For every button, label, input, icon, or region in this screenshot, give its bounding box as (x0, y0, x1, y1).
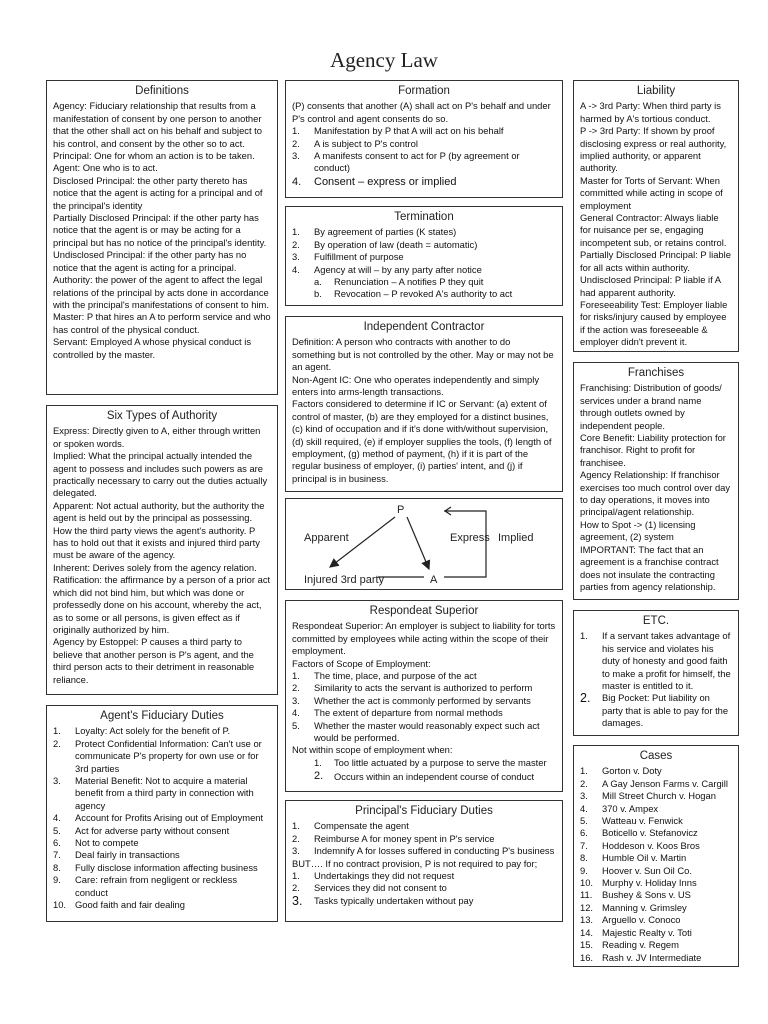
liability-paragraph: General Contractor: Always liable for nuisance per se, engaging incompetent sub, or retains control. (580, 212, 727, 248)
franchises-heading: Franchises (627, 367, 685, 379)
diagram-label-apparent: Apparent (304, 532, 349, 544)
contractor-paragraph: Factors considered to determine if IC or Servant: (a) extent of control of master, (b) are they employed for a distinct busines, (c) kind of occupation and if it's done with/without supervision, (d) skill required, (e) if employer supplies the tools, (f) length of employment, (g) method of payment, (h) if it is part of the regular business of employer, (i) parties' intent, and (j) if principal is in business. (292, 398, 552, 484)
case-item: 16. Rash v. JV Intermediate (580, 951, 702, 963)
list-item: 3. Fulfillment of purpose (292, 251, 404, 263)
implied-arrow (444, 511, 486, 577)
authority-paragraph: Agency by Estoppel: P causes a third party to believe that another person is P's agent, and the third person acts to their detriment in reasonable reliance. (53, 636, 255, 685)
principal-duties-list-2 (292, 870, 556, 907)
authority-paragraph: Ratification: the affirmance by a person of a prior act which did not bind him, but which was done or professedly done on his account, whereby the act, as to some or all persons, is given effect as if originally authorized by him. (53, 574, 271, 635)
franchises-paragraph: Core Benefit: Liability protection for franchisor. Right to profit for franchisee. (580, 432, 726, 468)
case-item: 4. 370 v. Ampex (580, 802, 659, 814)
list-item: 5. Whether the master would reasonably expect such act would be performed. (292, 719, 540, 744)
definition-paragraph: Disclosed Principal: the other party thereto has notice that the agent is acting for a principal and of the principal's identity (53, 174, 263, 211)
cases-list (580, 765, 732, 964)
list-item: 4. Consent – express or implied (292, 175, 457, 188)
contractor-paragraph: Definition: A person who contracts with another to do something but is not controlled by the other. May or may not be an agent. (292, 336, 554, 373)
contractor-heading: Independent Contractor (363, 321, 485, 333)
agent-duties-list (53, 725, 271, 911)
case-item: 7. Hoddeson v. Koos Bros (580, 839, 700, 851)
agent-duties-box (46, 705, 278, 922)
agent-duties-heading: Agent's Fiduciary Duties (100, 710, 224, 722)
list-item: 8. Fully disclose information affecting business (53, 861, 258, 873)
case-item: 15. Reading v. Regem (580, 939, 679, 951)
authority-paragraph: Inherent: Derives solely from the agency relation. (53, 561, 257, 573)
list-item: 1. Manifestation by P that A will act on his behalf (292, 125, 504, 137)
etc-box (573, 610, 739, 736)
liability-heading: Liability (636, 85, 676, 97)
authority-box (46, 405, 278, 695)
list-item: 2. A is subject to P's control (292, 137, 418, 149)
case-item: 3. Mill Street Church v. Hogan (580, 790, 716, 802)
definition-paragraph: Master: P that hires an A to perform service and who has control of the physical conduct. (53, 311, 271, 335)
definition-paragraph: Authority: the power of the agent to affect the legal relations of the principal by acts done in accordance with the principal's manifestations of consent to him. (53, 274, 269, 310)
list-item: 10. Good faith and fair dealing (53, 899, 185, 911)
list-item: 4. Agency at will – by any party after notice (292, 263, 482, 275)
formation-heading: Formation (398, 85, 450, 97)
list-item: 2. Services they did not consent to (292, 882, 447, 894)
liability-paragraph: Master for Torts of Servant: When committed while acting in scope of employment (580, 174, 723, 211)
list-item: 1. Too little actuated by a purpose to serve the master (314, 756, 547, 768)
case-item: 11. Bushey & Sons v. US (580, 889, 691, 901)
liability-paragraph: Undisclosed Principal: P liable if A had apparent authority. (580, 274, 721, 298)
authority-diagram (286, 499, 562, 589)
franchises-paragraph: IMPORTANT: The fact that an agreement is a franchise contract does not insulate the contracting parties from agency relationship. (580, 543, 719, 592)
definition-paragraph: Agency: Fiduciary relationship that results from a manifestation of consent by one person to another that the other shall act on his behalf and subject to his control, and consent by the other so to act. (53, 100, 262, 149)
principal-duties-box (285, 800, 563, 922)
page-title: Agency Law (330, 48, 438, 72)
case-item: 2. A Gay Jenson Farms v. Cargill (580, 777, 728, 789)
definition-paragraph: Principal: One for whom an action is to be taken. (53, 150, 255, 162)
liability-paragraph: A -> 3rd Party: When third party is harmed by A's tortious conduct. (580, 100, 721, 124)
respondeat-box (285, 600, 563, 792)
list-item: 2. Reimburse A for money spent in P's service (292, 832, 495, 844)
diagram-label-third-party: Injured 3rd party (304, 574, 385, 586)
authority-heading: Six Types of Authority (106, 410, 218, 422)
case-item: 6. Boticello v. Stefanovicz (580, 827, 698, 839)
case-item: 8. Humble Oil v. Martin (580, 852, 687, 864)
definition-paragraph: Undisclosed Principal: if the other party has no notice that the agent is acting for a principal. (53, 249, 247, 273)
diagram-label-express: Express (450, 532, 490, 544)
case-item: 10. Murphy v. Holiday Inns (580, 877, 697, 889)
list-item: 4. Account for Profits Arising out of Employment (53, 812, 264, 824)
respondeat-paragraph: Respondeat Superior: An employer is subject to liability for torts committed by employees while acting within the scope of their employment. (292, 620, 556, 657)
authority-paragraph: Implied: What the principal actually intended the agent to possess and includes such powers as are practically necessary to carry out the duties actually delegated. (53, 450, 268, 499)
not-within-scope: Not within scope of employment when: (292, 744, 453, 756)
respondeat-paragraph: Factors of Scope of Employment: (292, 657, 431, 669)
authority-diagram-box (285, 498, 563, 590)
principal-duties-list (292, 820, 556, 857)
etc-heading: ETC. (642, 615, 670, 627)
termination-sublist (314, 276, 556, 301)
etc-list (580, 630, 732, 729)
cases-heading: Cases (639, 750, 673, 762)
not-within-list (314, 757, 556, 784)
list-item: 2. Protect Confidential Information: Can't use or communicate P's property for own use or for 3rd parties (53, 737, 262, 774)
contractor-paragraph: Non-Agent IC: One who operates independently and simply enters into arms-length transactions. (292, 373, 540, 398)
list-item: a. Renunciation – A notifies P they quit (314, 276, 484, 288)
list-item: 7. Deal fairly in transactions (53, 849, 180, 861)
list-item: 2. By operation of law (death = automatic) (292, 238, 478, 250)
list-item: 1. Loyalty: Act solely for the benefit of P. (53, 725, 231, 737)
formation-box (285, 80, 563, 198)
list-item: 9. Care: refrain from negligent or reckless conduct (53, 874, 238, 898)
liability-paragraph: Partially Disclosed Principal: P liable for all acts within authority. (580, 249, 731, 273)
list-item: 3. Indemnify A for losses suffered in conducting P's business (292, 845, 555, 857)
definition-paragraph: Partially Disclosed Principal: if the other party has notice that the agent is or may be acting for a principal but has no notice of the principal's identity. (53, 212, 267, 248)
list-item: 3. Tasks typically undertaken without pay (292, 893, 474, 908)
principal-duties-but: BUT…. If no contract provision, P is not required to pay for; (292, 857, 538, 869)
case-item: 1. Gorton v. Doty (580, 765, 662, 777)
list-item: 1. If a servant takes advantage of his service and violates his duty of honesty and good faith to make a profit for himself, the master is entitled to it. (580, 630, 731, 692)
list-item: 3. Material Benefit: Not to acquire a material benefit from a third party in connection with agency (53, 775, 254, 811)
diagram-label-a: A (430, 574, 438, 586)
list-item: b. Revocation – P revoked A's authority to act (314, 288, 513, 300)
list-item: 1. By agreement of parties (K states) (292, 226, 457, 238)
list-item: 1. Undertakings they did not request (292, 870, 455, 882)
list-item: 5. Act for adverse party without consent (53, 824, 230, 836)
diagram-label-implied: Implied (498, 532, 534, 544)
diagram-label-p: P (397, 504, 405, 516)
case-item: 13. Arguello v. Conoco (580, 914, 681, 926)
liability-paragraph: P -> 3rd Party: If shown by proof disclosing express or real authority, implied authority, or apparent authority. (580, 125, 727, 174)
definition-paragraph: Servant: Employed A whose physical conduct is controlled by the master. (53, 336, 252, 360)
list-item: 1. Compensate the agent (292, 820, 409, 832)
express-arrow (407, 517, 429, 569)
termination-list (292, 226, 556, 276)
list-item: 1. The time, place, and purpose of the act (292, 670, 477, 682)
list-item: 2. Big Pocket: Put liability on party that is able to pay for the damages. (580, 691, 729, 729)
definitions-box (46, 80, 278, 395)
respondeat-list (292, 670, 556, 744)
list-item: 3. A manifests consent to act for P (by agreement or conduct) (292, 150, 520, 174)
list-item: 2. Similarity to acts the servant is authorized to perform (292, 682, 533, 694)
respondeat-heading: Respondeat Superior (369, 605, 479, 617)
case-item: 12. Manning v. Grimsley (580, 901, 687, 913)
authority-paragraph: Express: Directly given to A, either through written or spoken words. (53, 425, 261, 449)
list-item: 6. Not to compete (53, 837, 139, 849)
franchises-box (573, 362, 739, 600)
termination-box (285, 206, 563, 306)
formation-intro: (P) consents that another (A) shall act on P's behalf and under P's control and agent consents do so. (292, 100, 551, 124)
definitions-heading: Definitions (135, 85, 189, 97)
franchises-paragraph: Franchising: Distribution of goods/ services under a brand name through outlets owned by independent people. (580, 382, 722, 431)
list-item: 3. Whether the act is commonly performed by servants (292, 694, 531, 706)
authority-paragraph: Apparent: Not actual authority, but the authority the agent is held out by the principal as possessing. How the third party views the agent's authority. P has to hold out that it exists and injured third party must be aware of the agency. (53, 499, 265, 561)
case-item: 9. Hoover v. Sun Oil Co. (580, 864, 692, 876)
liability-box (573, 80, 739, 352)
formation-list (292, 125, 556, 190)
liability-paragraph: Foreseeability Test: Employer liable for risks/injury caused by employee if the action was foreseeable & employer didn't prevent it. (580, 298, 728, 348)
definition-paragraph: Agent: One who is to act. (53, 162, 158, 174)
termination-heading: Termination (394, 211, 454, 223)
list-item: 2. Occurs within an independent course of conduct (314, 770, 535, 783)
case-item: 5. Watteau v. Fenwick (580, 815, 683, 827)
list-item: 4. The extent of departure from normal methods (292, 707, 503, 719)
contractor-box (285, 316, 563, 492)
case-item: 14. Majestic Realty v. Toti (580, 926, 692, 938)
principal-duties-heading: Principal's Fiduciary Duties (355, 805, 493, 817)
franchises-paragraph: Agency Relationship: If franchisor exercises too much control over day to day operations, it moves into principal/agent relationship. (580, 469, 731, 518)
cases-box (573, 745, 739, 967)
franchises-paragraph: How to Spot -> (1) licensing agreement, (2) system (580, 518, 696, 543)
